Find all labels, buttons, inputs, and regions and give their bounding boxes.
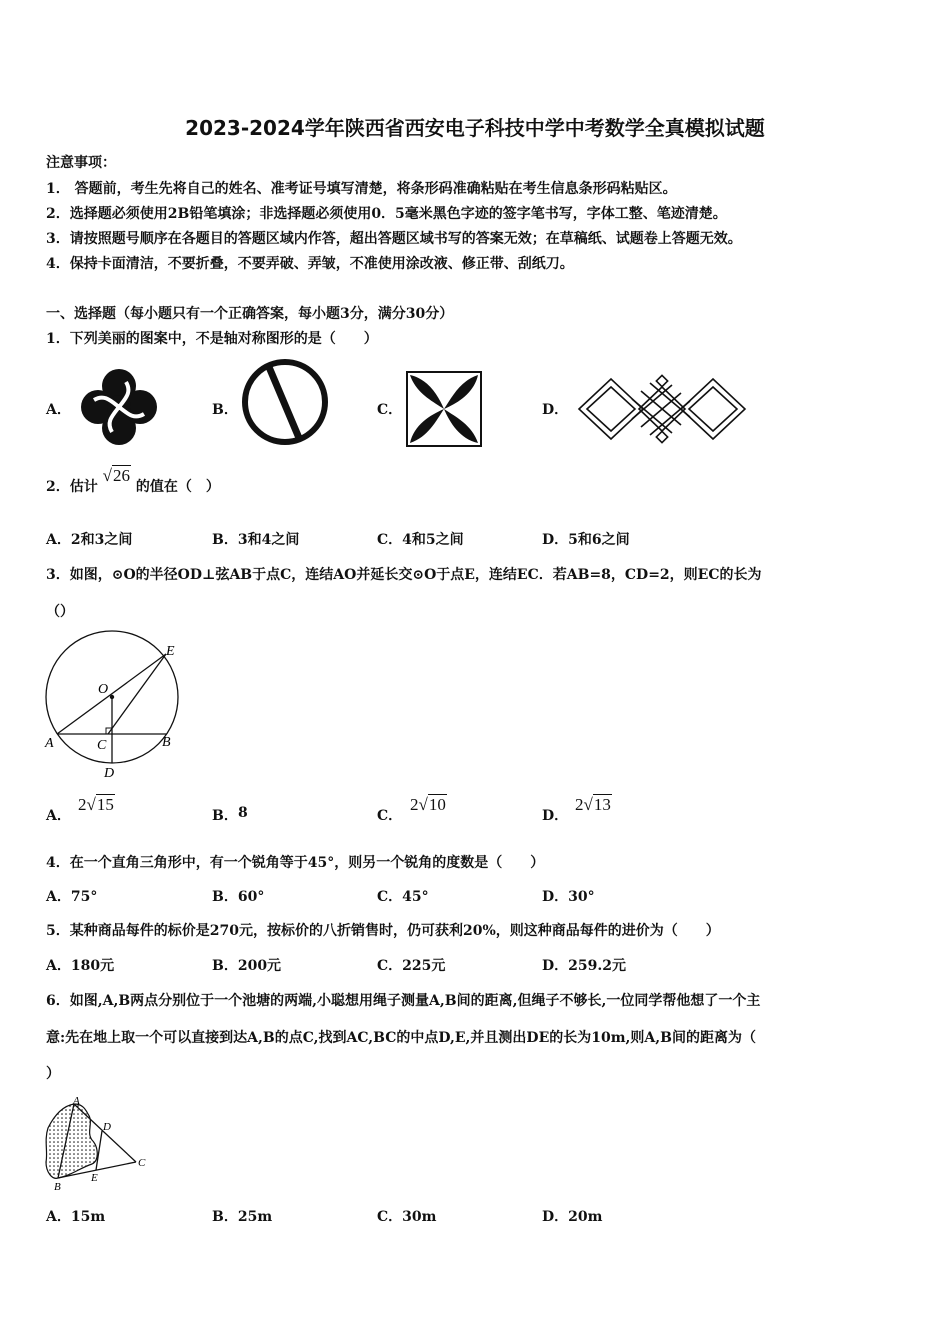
q5-option-b: B．200元 — [212, 958, 282, 974]
q4-option-c: C．45° — [377, 889, 429, 905]
q3-label-o: O — [98, 682, 109, 697]
notice-item: 2．选择题必须使用2B铅笔填涂；非选择题必须使用0．5毫米黑色字迹的签字笔书写，字体工整、笔迹清楚。 — [46, 206, 727, 222]
notice-item: 1． 答题前，考生先将自己的姓名、准考证号填写清楚，将条形码准确粘贴在考生信息条形码粘贴区。 — [46, 181, 677, 197]
q6-stem-line3: ） — [46, 1066, 60, 1082]
q1-stem: 1．下列美丽的图案中，不是轴对称图形的是（ ） — [46, 331, 378, 347]
q3-label-d: D — [104, 766, 115, 781]
q2-sqrt: √26 — [102, 466, 130, 485]
notice-heading: 注意事项： — [46, 155, 116, 171]
q6-label-e: E — [91, 1172, 98, 1184]
q3-circle-figure — [40, 636, 190, 784]
q6-option-c: C．30m — [377, 1209, 437, 1225]
q3-label-option-b: B． — [212, 808, 238, 824]
q6-label-c: C — [138, 1157, 146, 1169]
section-heading: 一、选择题（每小题只有一个正确答案，每小题3分，满分30分） — [46, 306, 454, 322]
q3-option-b-value: 8 — [238, 805, 248, 821]
q6-pond-figure — [40, 1096, 160, 1194]
q5-option-d: D．259.2元 — [542, 958, 626, 974]
q6-stem-line2: 意:先在地上取一个可以直接到达A,B的点C,找到AC,BC的中点D,E,并且测出DE的长为10m,则A,B间的距离为（ — [46, 1030, 756, 1046]
q3-label-option-c: C． — [377, 808, 403, 824]
q1-label-c: C． — [377, 402, 403, 418]
q5-stem: 5．某种商品每件的标价是270元，按标价的八折销售时，仍可获利20%，则这种商品每件的进价为（ ） — [46, 923, 720, 939]
q3-option-d-value: 2√13 — [575, 795, 611, 814]
q1-figure-b-circle-slash — [238, 358, 332, 446]
q6-option-b: B．25m — [212, 1209, 273, 1225]
q6-option-d: D．20m — [542, 1209, 603, 1225]
q3-label-b: B — [162, 735, 171, 750]
q2-stem-pre: 2．估计 — [46, 479, 98, 495]
q4-option-b: B．60° — [212, 889, 265, 905]
q3-label-e: E — [166, 644, 175, 659]
q1-label-a: A． — [46, 402, 71, 418]
q1-figure-c-petals — [406, 371, 482, 447]
q4-option-d: D．30° — [542, 889, 595, 905]
q3-stem: 3．如图，⊙O的半径OD⊥弦AB于点C，连结AO并延长交⊙O于点E，连结EC．若AB=8，CD=2，则EC的长为 — [46, 567, 762, 583]
q2-radicand: 26 — [112, 466, 130, 485]
q1-figure-a-clover — [78, 368, 160, 446]
q3-label-option-a: A． — [46, 808, 71, 824]
q3-option-a-value: 2√15 — [78, 795, 114, 814]
notice-item: 4．保持卡面清洁，不要折叠，不要弄破、弄皱，不准使用涂改液、修正带、刮纸刀。 — [46, 256, 574, 272]
q3-label-c: C — [97, 738, 107, 753]
q6-label-d: D — [103, 1121, 111, 1133]
q5-option-c: C．225元 — [377, 958, 446, 974]
q2-stem — [46, 466, 220, 496]
q6-option-a: A．15m — [46, 1209, 106, 1225]
q3-stem-cont: （） — [46, 604, 74, 620]
notice-item: 3．请按照题号顺序在各题目的答题区域内作答，超出答题区域书写的答案无效；在草稿纸、试题卷上答题无效。 — [46, 231, 742, 247]
q1-label-d: D． — [542, 402, 569, 418]
q2-option-b: B．3和4之间 — [212, 532, 300, 548]
q2-option-c: C．4和5之间 — [377, 532, 464, 548]
q6-label-b: B — [54, 1181, 61, 1193]
q3-option-c-value: 2√10 — [410, 795, 446, 814]
q2-option-d: D．5和6之间 — [542, 532, 630, 548]
q4-stem: 4．在一个直角三角形中，有一个锐角等于45°，则另一个锐角的度数是（ ） — [46, 855, 545, 871]
q3-label-a: A — [45, 736, 54, 751]
q5-option-a: A．180元 — [46, 958, 115, 974]
q6-label-a: A — [73, 1095, 80, 1107]
q3-label-option-d: D． — [542, 808, 569, 824]
q4-option-a: A．75° — [46, 889, 98, 905]
q1-figure-d-knot — [577, 375, 747, 443]
q6-stem-line1: 6．如图,A,B两点分别位于一个池塘的两端,小聪想用绳子测量A,B间的距离,但绳子不够长,一位同学帮他想了一个主 — [46, 993, 761, 1009]
q2-stem-post: 的值在（ ） — [135, 479, 220, 495]
q1-label-b: B． — [212, 402, 238, 418]
q2-option-a: A．2和3之间 — [46, 532, 133, 548]
page-title: 2023-2024学年陕西省西安电子科技中学中考数学全真模拟试题 — [185, 116, 765, 140]
